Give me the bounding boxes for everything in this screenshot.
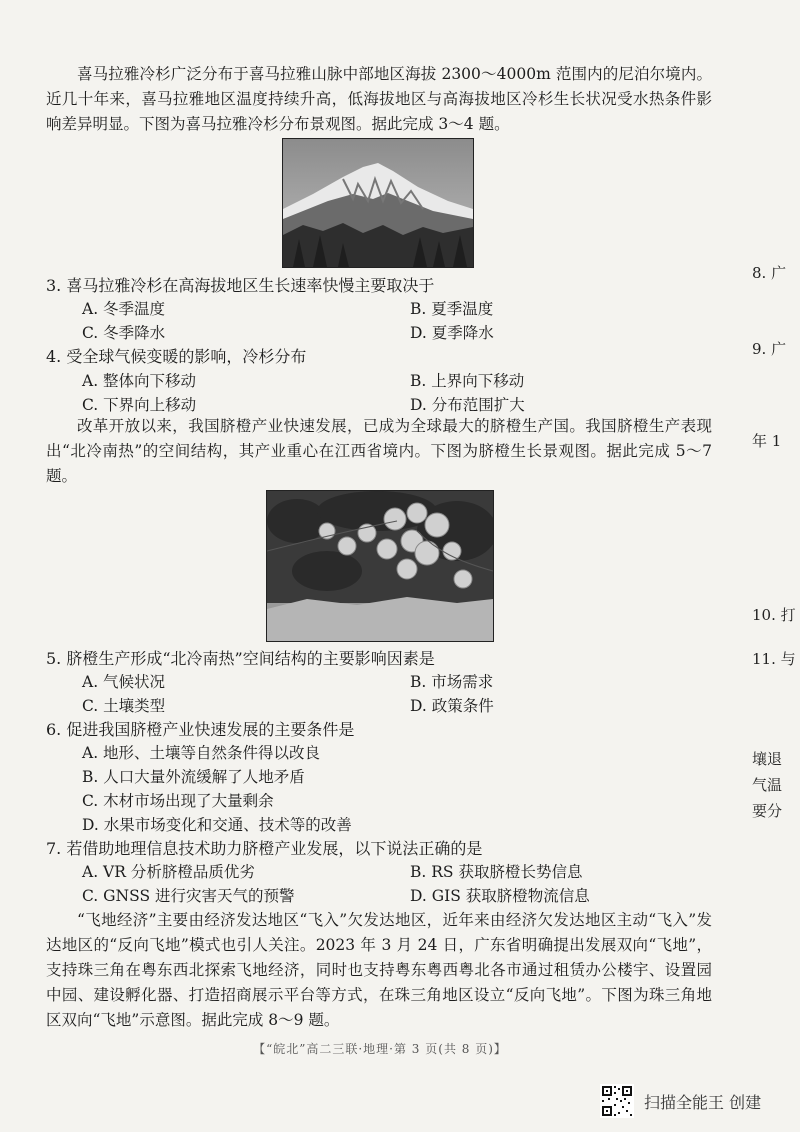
q4-option-c: C. 下界向上移动 (82, 396, 197, 414)
q5-option-b: B. 市场需求 (410, 673, 494, 691)
passage-fir: 喜马拉雅冷杉广泛分布于喜马拉雅山脉中部地区海拔 2300～4000m 范围内的尼泊尔境内。近几十年来，喜马拉雅地区温度持续升高，低海拔地区与高海拔地区冷杉生长状况受水热条件影响差异明显。下图为喜马拉雅冷杉分布景观图。据此完成 3～4 题。 (46, 65, 712, 133)
q6-option-d: D. 水果市场变化和交通、技术等的改善 (82, 816, 352, 834)
fir-landscape-photo (282, 138, 474, 268)
q6-option-a: A. 地形、土壤等自然条件得以改良 (82, 744, 321, 762)
q7-option-b: B. RS 获取脐橙长势信息 (410, 863, 583, 881)
question-4-stem: 4. 受全球气候变暖的影响，冷杉分布 (46, 347, 307, 366)
q5-option-c: C. 土壤类型 (82, 697, 166, 715)
q6-option-c: C. 木材市场出现了大量剩余 (82, 792, 274, 810)
right-edge-text-5: 11. 与 (752, 650, 796, 668)
q6-option-b: B. 人口大量外流缓解了人地矛盾 (82, 768, 305, 786)
right-edge-text-8: 要分 (752, 802, 783, 820)
q3-option-b: B. 夏季温度 (410, 300, 494, 318)
orange-tree-photo (266, 490, 494, 642)
right-edge-text-4: 10. 打 (752, 606, 796, 624)
right-edge-text-7: 气温 (752, 776, 783, 794)
q4-option-d: D. 分布范围扩大 (410, 396, 525, 414)
q7-option-c: C. GNSS 进行灾害天气的预警 (82, 887, 295, 905)
right-edge-text-6: 壤退 (752, 750, 783, 768)
passage-orange: 改革开放以来，我国脐橙产业快速发展，已成为全球最大的脐橙生产国。我国脐橙生产表现出“北冷南热”的空间结构，其产业重心在江西省境内。下图为脐橙生长景观图。据此完成 5～7 题。 (46, 417, 712, 485)
q3-option-c: C. 冬季降水 (82, 324, 166, 342)
right-edge-text-3: 年 1 (752, 432, 782, 450)
question-3-stem: 3. 喜马拉雅冷杉在高海拔地区生长速率快慢主要取决于 (46, 276, 435, 295)
passage-enclave-economy: “飞地经济”主要由经济发达地区“飞入”欠发达地区，近年来由经济欠发达地区主动“飞入”发达地区的“反向飞地”模式也引人关注。2023 年 3 月 24 日，广东省明确提出发展双向“飞地”，支持珠三角在粤东西北探索飞地经济，同时也支持粤东粤西粤北各市通过租赁办公楼宇、设置园中园、建设孵化器、打造招商展示平台等方式，在珠三角地区设立“反向飞地”。下图为珠三角地区双向“飞地”示意图。据此完成 8～9 题。 (46, 911, 712, 1029)
orange-image (267, 491, 493, 641)
watermark-text: 扫描全能王 创建 (644, 1092, 762, 1112)
page-footer: 【“皖北”高二三联·地理·第 3 页(共 8 页)】 (253, 1042, 507, 1056)
question-7-stem: 7. 若借助地理信息技术助力脐橙产业发展，以下说法正确的是 (46, 839, 483, 858)
q4-option-b: B. 上界向下移动 (410, 372, 525, 390)
question-5-stem: 5. 脐橙生产形成“北冷南热”空间结构的主要影响因素是 (46, 649, 435, 668)
right-edge-text-1: 8. 广 (752, 264, 787, 282)
q5-option-d: D. 政策条件 (410, 697, 494, 715)
q7-option-d: D. GIS 获取脐橙物流信息 (410, 887, 590, 905)
mountain-image (283, 139, 473, 267)
qr-code-icon (600, 1084, 634, 1118)
q5-option-a: A. 气候状况 (82, 673, 166, 691)
scanner-watermark (600, 1083, 761, 1119)
q3-option-d: D. 夏季降水 (410, 324, 494, 342)
q7-option-a: A. VR 分析脐橙品质优劣 (82, 863, 255, 881)
right-edge-text-2: 9. 广 (752, 340, 787, 358)
q3-option-a: A. 冬季温度 (82, 300, 166, 318)
question-6-stem: 6. 促进我国脐橙产业快速发展的主要条件是 (46, 720, 355, 739)
q4-option-a: A. 整体向下移动 (82, 372, 197, 390)
